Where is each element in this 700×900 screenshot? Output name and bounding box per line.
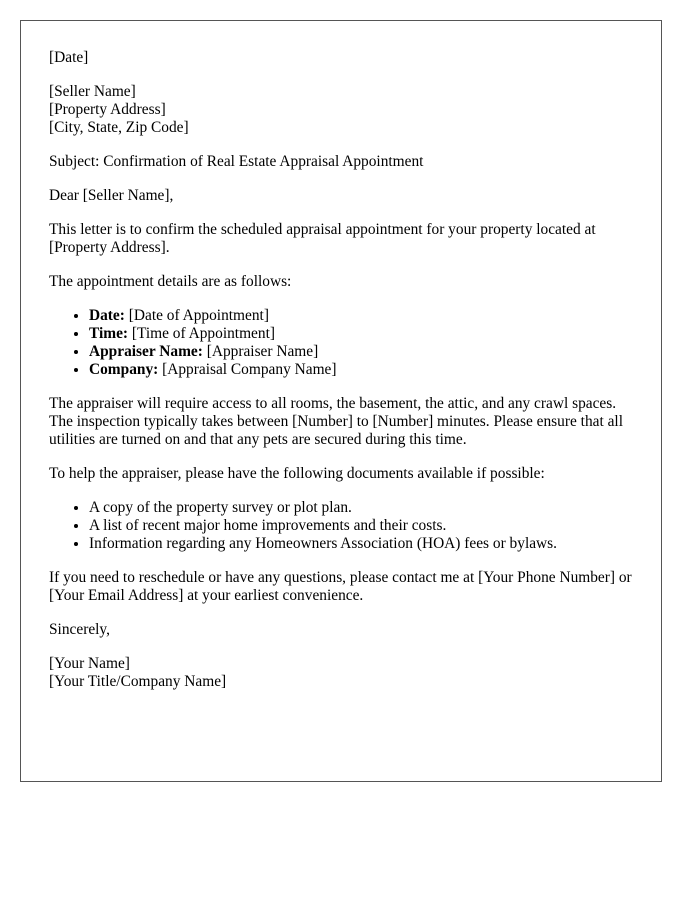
letter-date: [Date] [49, 49, 89, 66]
sender-name: [Your Name] [49, 655, 130, 672]
detail-value: [Date of Appointment] [124, 307, 269, 324]
recipient-name: [Seller Name] [49, 83, 136, 100]
detail-value: [Appraisal Company Name] [158, 361, 337, 378]
signature-block [49, 655, 633, 691]
letter-subject: Subject: Confirmation of Real Estate Appraisal Appointment [49, 153, 424, 170]
letter-closing: Sincerely, [49, 621, 110, 638]
documents-list [49, 499, 633, 553]
appointment-details-list [49, 307, 633, 379]
sender-title-company: [Your Title/Company Name] [49, 673, 227, 690]
document-item: • A copy of the property survey or plot plan. [89, 499, 633, 517]
document-item: • Information regarding any Homeowners Association (HOA) fees or bylaws. [89, 535, 633, 553]
detail-value: [Appraiser Name] [202, 343, 319, 360]
detail-label: Time: [89, 325, 129, 342]
details-intro: The appointment details are as follows: [49, 273, 292, 290]
detail-label: Appraiser Name: [89, 343, 203, 360]
detail-label: Company: [89, 361, 159, 378]
detail-label: Date: [89, 307, 125, 324]
detail-item-appraiser-name [89, 343, 633, 361]
detail-item-date [89, 307, 633, 325]
documents-intro: To help the appraiser, please have the following documents available if possible: [49, 465, 545, 482]
recipient-block [49, 83, 633, 137]
intro-paragraph: This letter is to confirm the scheduled appraisal appointment for your property located at [Property Address]. [49, 221, 596, 256]
detail-item-time [89, 325, 633, 343]
contact-paragraph: If you need to reschedule or have any questions, please contact me at [Your Phone Number] or [Your Email Address] at your earliest convenience. [49, 569, 632, 604]
recipient-city-state-zip: [City, State, Zip Code] [49, 119, 189, 136]
recipient-address: [Property Address] [49, 101, 166, 118]
letter-salutation: Dear [Seller Name], [49, 187, 174, 204]
detail-value: [Time of Appointment] [128, 325, 275, 342]
detail-item-company [89, 361, 633, 379]
document-item: • A list of recent major home improvements and their costs. [89, 517, 633, 535]
letter-page [20, 20, 662, 782]
access-paragraph: The appraiser will require access to all rooms, the basement, the attic, and any crawl spaces. The inspection typically takes between [Number] to [Number] minutes. Please ensure that all utilities are turned on and that any pets are secured during this time. [49, 395, 623, 448]
